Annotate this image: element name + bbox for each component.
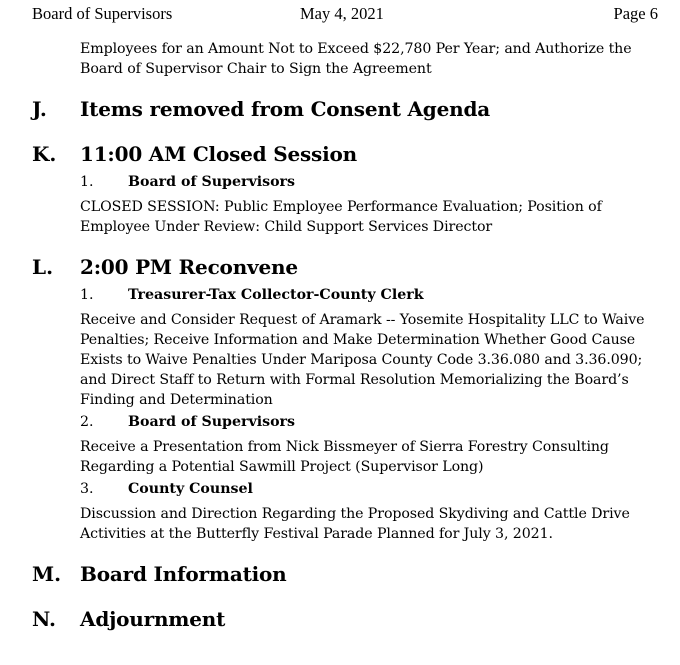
section-k-item-1-text: CLOSED SESSION: Public Employee Performance Evaluation; Position of Employee Under Review: Child Support Services Director (80, 199, 602, 235)
header-date: May 4, 2021 (300, 4, 384, 23)
section-l-item-2-title: Board of Supervisors (128, 414, 296, 430)
section-n-title: Adjournment (80, 607, 226, 631)
section-j-letter: J. (32, 97, 47, 121)
section-l-item-3-text: Discussion and Direction Regarding the Proposed Skydiving and Cattle Drive Activities at the Butterfly Festival Parade Planned for July 3, 2021. (80, 506, 630, 542)
section-k-letter: K. (32, 142, 57, 166)
section-k-item-1-title: Board of Supervisors (128, 174, 296, 190)
section-l-item-3-number: 3. (80, 481, 94, 497)
section-j-title: Items removed from Consent Agenda (80, 97, 491, 121)
section-l-letter: L. (32, 255, 54, 279)
header-page-number: Page 6 (613, 4, 658, 23)
section-k-item-1-number: 1. (80, 174, 94, 190)
section-l-item-1-number: 1. (80, 287, 94, 303)
section-l-item-1-text: Receive and Consider Request of Aramark -- Yosemite Hospitality LLC to Waive Penalties; Receive Information and Make Determination Whether Good Cause Exists to Waive Penalties Under Mariposa County Code 3.36.080 and 3.36.090; and Direct Staff to Return with Formal Resolution Memorializing the Board’s Finding and Determination (80, 312, 645, 408)
intro-paragraph: Employees for an Amount Not to Exceed $22,780 Per Year; and Authorize the Board of Supervisor Chair to Sign the Agreement (80, 41, 632, 77)
section-k-title: 11:00 AM Closed Session (80, 142, 357, 166)
section-l-item-1-title: Treasurer-Tax Collector-County Clerk (128, 287, 424, 303)
section-l-title: 2:00 PM Reconvene (80, 255, 298, 279)
section-l-item-2-text: Receive a Presentation from Nick Bissmeyer of Sierra Forestry Consulting Regarding a Potential Sawmill Project (Supervisor Long) (80, 439, 609, 475)
section-n-letter: N. (32, 607, 56, 631)
section-m-title: Board Information (80, 562, 287, 586)
header-committee: Board of Supervisors (32, 4, 173, 23)
section-m-letter: M. (32, 562, 62, 586)
section-l-item-2-number: 2. (80, 414, 94, 430)
section-l-item-3-title: County Counsel (128, 481, 253, 497)
